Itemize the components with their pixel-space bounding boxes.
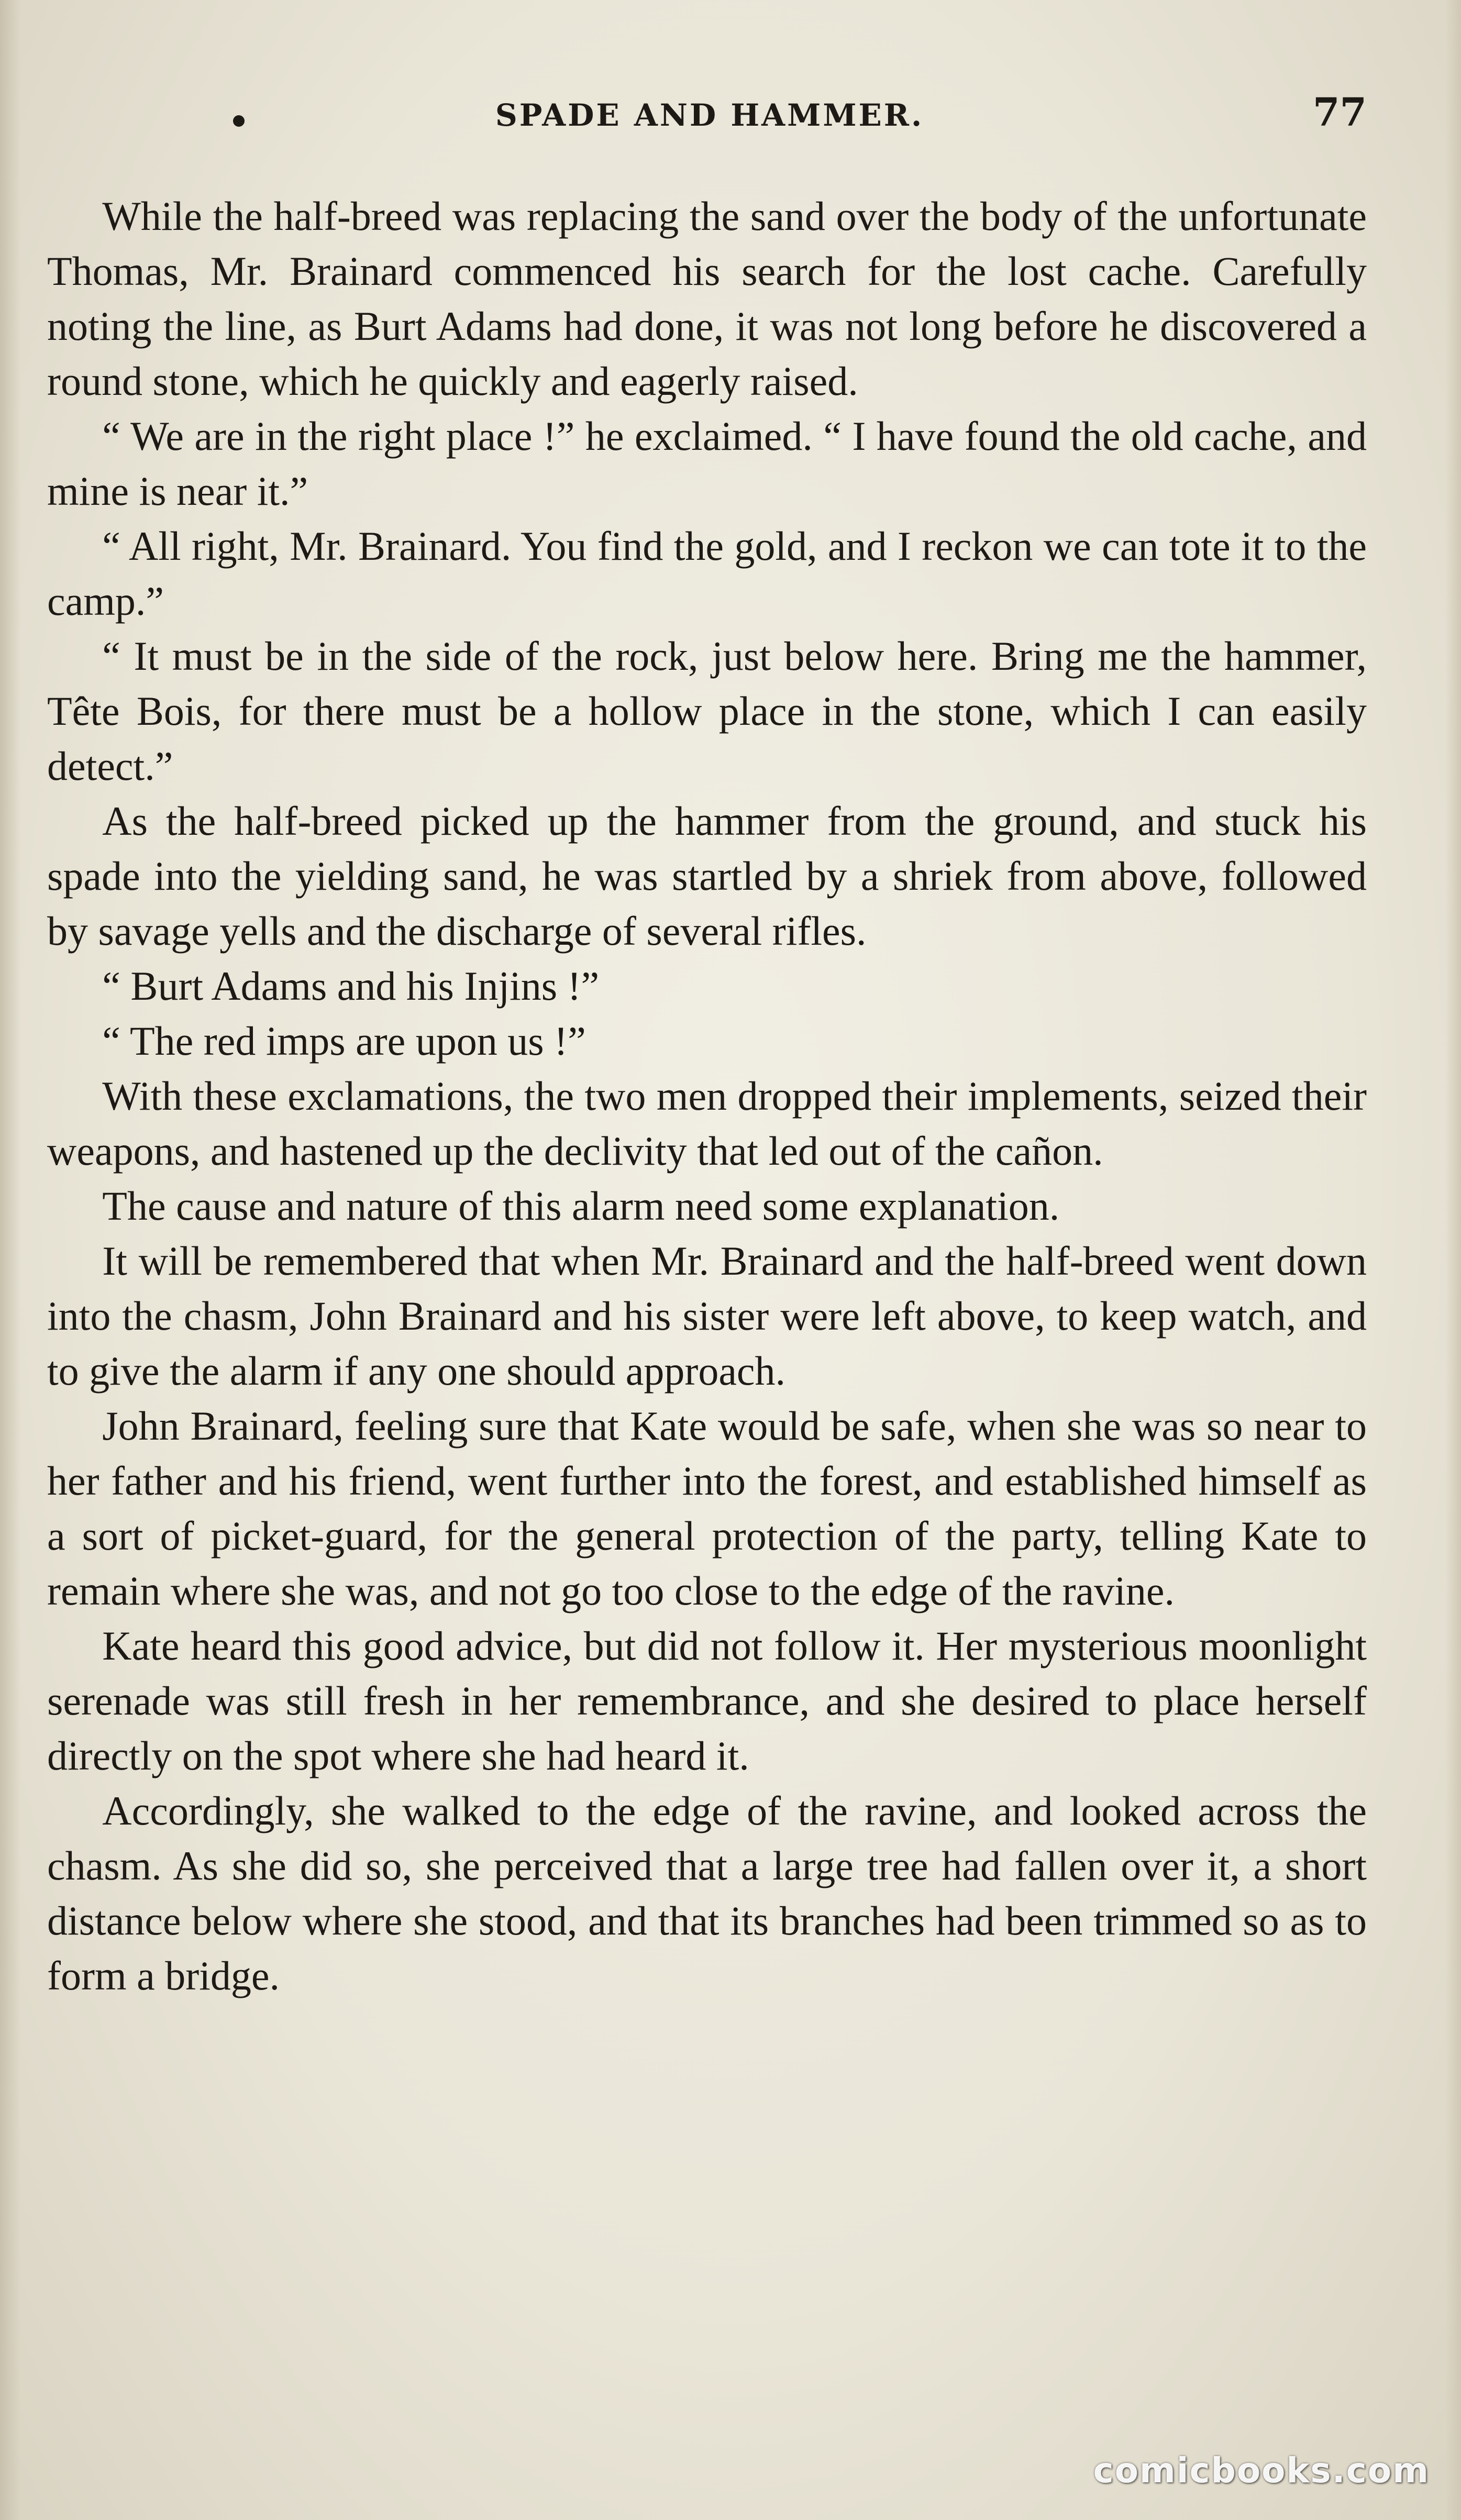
paragraph: While the half-breed was replacing the sand over the body of the unfortunate Thomas, Mr. Brainard commenced his search for the lost cache. Carefully noting the line, as Burt Adams had done, it was not long before he discovered a round stone, which he quickly and eagerly raised. [47, 193, 1367, 404]
running-title: SPADE AND HAMMER. [495, 97, 924, 133]
paragraph: With these exclamations, the two men dropped their implements, seized their weapons, and hastened up the declivity that led out of the cañon. [47, 1073, 1367, 1174]
paragraph: The cause and nature of this alarm need some explanation. [102, 1183, 1060, 1229]
paragraph: “ All right, Mr. Brainard. You find the gold, and I reckon we can tote it to the camp.” [47, 523, 1367, 624]
paragraph: As the half-breed picked up the hammer from the ground, and stuck his spade into the yielding sand, he was startled by a shriek from above, followed by savage yells and the discharge of several rifles. [47, 798, 1367, 954]
page-number: 77 [1313, 90, 1367, 135]
source-watermark: comicbooks.com [1093, 2450, 1430, 2491]
paragraph: Accordingly, she walked to the edge of the ravine, and looked across the chasm. As she did so, she perceived that a large tree had fallen over it, a short distance below where she stood, and that its branches had been trimmed so as to form a bridge. [47, 1788, 1367, 1998]
paragraph: John Brainard, feeling sure that Kate would be safe, when she was so near to her father and his friend, went further into the forest, and established himself as a sort of picket-guard, for the general protection of the party, telling Kate to remain where she was, and not go too close to the edge of the ravine. [47, 1403, 1367, 1613]
paragraph: “ We are in the right place !” he exclaimed. “ I have found the old cache, and mine is near it.” [47, 413, 1367, 514]
paragraph: “ Burt Adams and his Injins !” [102, 963, 600, 1009]
paragraph: “ The red imps are upon us !” [102, 1018, 586, 1064]
paragraph: It will be remembered that when Mr. Brainard and the half-breed went down into the chasm, John Brainard and his sister were left above, to keep watch, and to give the alarm if any one should approach. [47, 1238, 1367, 1394]
body-text [47, 189, 1367, 2003]
paragraph: “ It must be in the side of the rock, just below here. Bring me the hammer, Tête Bois, for there must be a hollow place in the stone, which I can easily detect.” [47, 633, 1367, 789]
page-edge-shadow [1445, 0, 1461, 2520]
running-header [47, 88, 1372, 146]
paragraph: Kate heard this good advice, but did not follow it. Her mysterious moonlight serenade was still fresh in her remembrance, and she desired to place herself directly on the spot where she had heard it. [47, 1623, 1367, 1778]
page-spine-shadow [0, 0, 21, 2520]
